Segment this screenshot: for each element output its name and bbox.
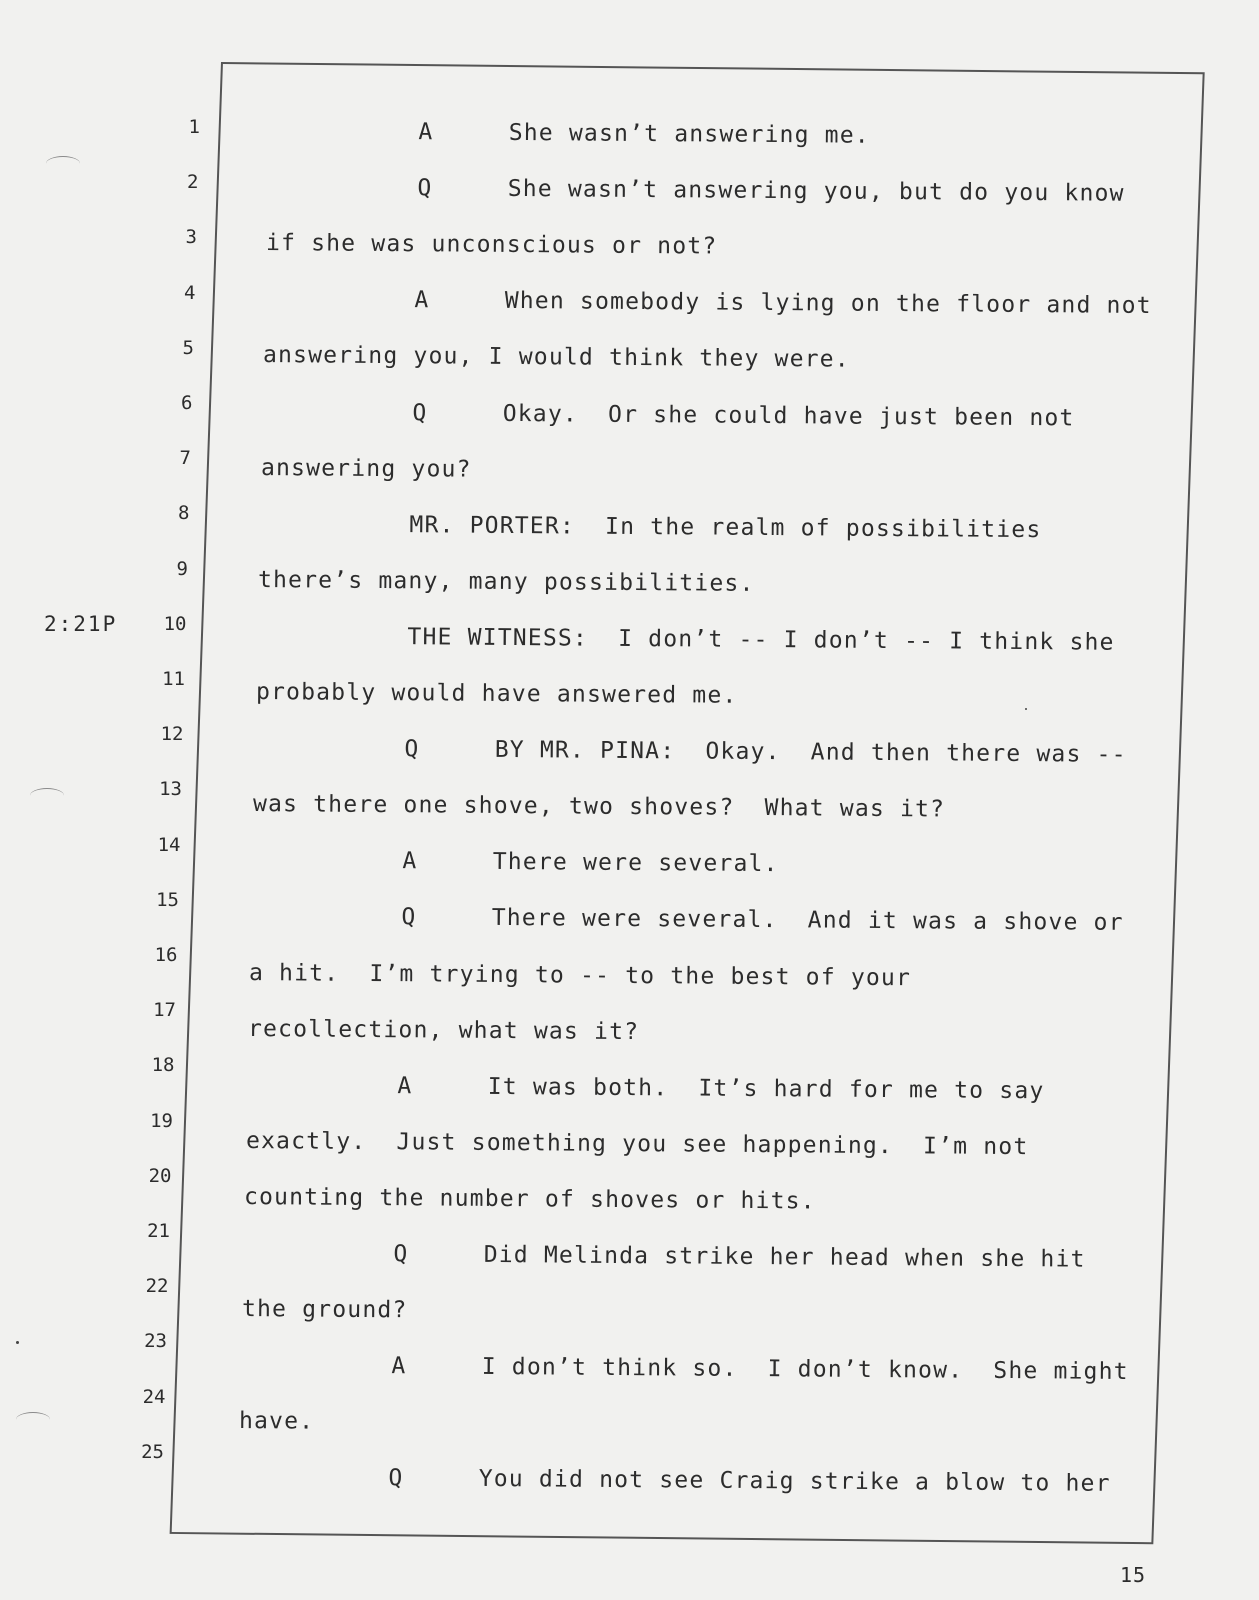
transcript-line: A I don’t think so. I don’t know. She might [240, 1352, 1129, 1386]
line-number: 12 [160, 723, 184, 746]
transcript-line: if she was unconscious or not? [265, 230, 718, 260]
line-number: 23 [144, 1330, 167, 1353]
line-number: 16 [154, 944, 178, 966]
scan-speck [1025, 708, 1027, 710]
transcript-line: A She wasn’t answering me. [267, 118, 870, 149]
line-number: 1 [188, 116, 200, 138]
transcript-line: a hit. I’m trying to -- to the best of your [249, 959, 912, 991]
line-number: 10 [163, 612, 187, 635]
transcript-line: probably would have answered me. [255, 679, 738, 709]
line-number: 5 [182, 336, 194, 359]
transcript-line: Q There were several. And it was a shove or [250, 903, 1124, 937]
hole-punch-mark [30, 788, 64, 803]
transcript-line: Q You did not see Craig strike a blow to her [237, 1464, 1111, 1498]
line-number: 2 [187, 171, 199, 194]
line-number: 14 [157, 833, 181, 856]
transcript-line: was there one shove, two shoves? What was it? [252, 791, 946, 823]
transcript-line: A It was both. It’s hard for me to say [246, 1071, 1045, 1104]
transcript-line: answering you? [260, 454, 472, 483]
line-number: 25 [141, 1440, 164, 1463]
line-number: 4 [184, 281, 196, 304]
hole-punch-mark [46, 156, 80, 171]
transcript-line: Q Did Melinda strike her head when she hit [242, 1240, 1086, 1273]
line-number: 24 [142, 1385, 166, 1408]
line-number: 13 [159, 778, 182, 801]
frame-gap [838, 58, 854, 63]
transcript-line: recollection, what was it? [247, 1015, 640, 1045]
line-number: 17 [153, 999, 176, 1022]
line-number: 20 [148, 1164, 172, 1187]
line-number: 21 [147, 1220, 170, 1242]
line-number: 6 [181, 392, 193, 414]
transcript-line: counting the number of shoves or hits. [244, 1183, 817, 1215]
transcript-line: A When somebody is lying on the floor and not [264, 286, 1153, 320]
transcript-line: Q BY MR. PINA: Okay. And then there was -- [254, 735, 1128, 768]
line-number: 22 [145, 1275, 169, 1298]
scan-speck [16, 1341, 19, 1344]
transcript-line: MR. PORTER: In the realm of possibilities [259, 510, 1042, 543]
transcript-line: have. [239, 1408, 315, 1435]
timestamp: 2:21P [44, 612, 118, 636]
transcript-line: answering you, I would think they were. [262, 342, 850, 373]
line-number: 18 [151, 1054, 175, 1077]
line-number: 9 [176, 557, 188, 580]
page-number: 15 [1120, 1563, 1147, 1587]
line-number: 19 [150, 1109, 173, 1132]
transcript-line: the ground? [241, 1296, 408, 1324]
line-number: 7 [179, 447, 191, 470]
transcript-line: Q She wasn’t answering you, but do you know [266, 174, 1125, 207]
transcript-line: there’s many, many possibilities. [257, 566, 755, 597]
line-number: 15 [156, 888, 179, 911]
transcript-line: A There were several. [251, 847, 779, 878]
frame-gap [428, 58, 454, 63]
transcript-line: THE WITNESS: I don’t -- I don’t -- I think she [256, 622, 1115, 656]
line-number: 11 [162, 668, 185, 690]
transcript-line: exactly. Just something you see happening. I’m not [245, 1127, 1029, 1160]
transcript-line: Q Okay. Or she could have just been not [261, 398, 1075, 431]
line-number: 8 [178, 502, 190, 525]
line-number: 3 [185, 226, 197, 249]
hole-punch-mark [16, 1412, 50, 1427]
